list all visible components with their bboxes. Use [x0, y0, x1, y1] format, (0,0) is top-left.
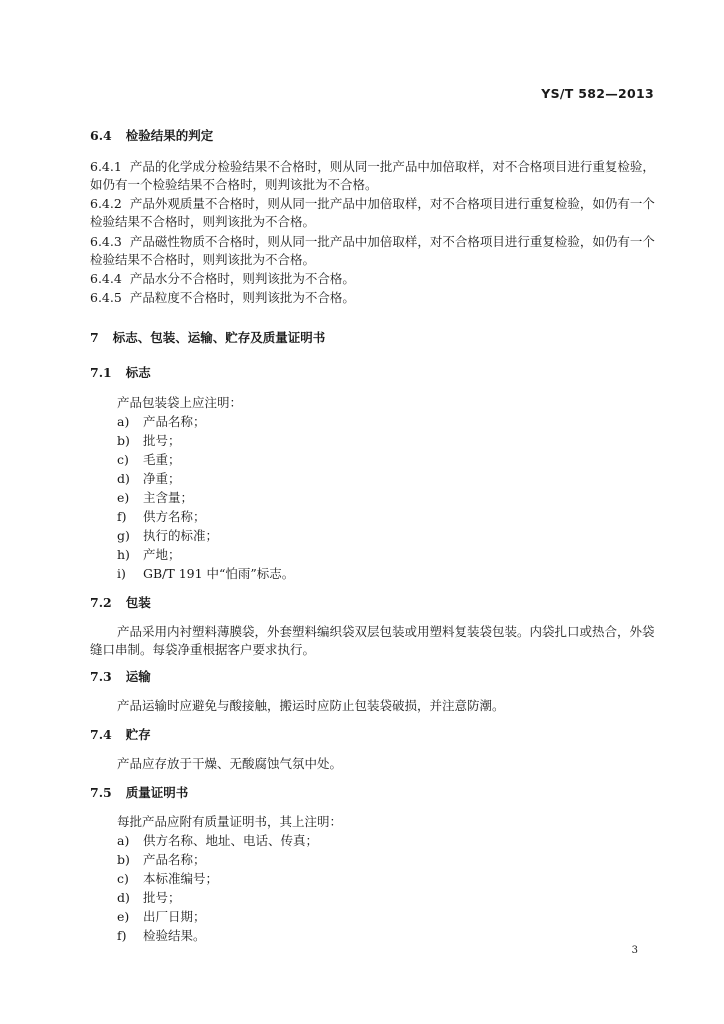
marking-item: h) 产地；	[117, 547, 181, 562]
clause-number: 6.4.4	[90, 271, 122, 286]
section-7-heading	[90, 329, 660, 347]
section-number: 7.5	[90, 785, 112, 800]
clause-number: 6.4.2	[90, 196, 122, 211]
marking-item: i) GB/T 191 中“怕雨”标志。	[117, 566, 295, 581]
section-number: 7	[90, 330, 99, 345]
section-title: 标志	[125, 365, 151, 380]
section-7-2-heading	[90, 594, 660, 612]
certificate-item: e) 出厂日期；	[117, 909, 206, 924]
section-6-4-heading	[90, 127, 660, 145]
section-title: 质量证明书	[125, 785, 189, 800]
marking-item: f) 供方名称；	[117, 509, 206, 524]
clause-6-4-2-line-2: 检验结果不合格时，则判该批为不合格。	[90, 214, 316, 229]
clause-number: 6.4.1	[90, 159, 122, 174]
clause-6-4-4	[90, 270, 660, 288]
clause-text: 产品磁性物质不合格时，则从同一批产品中加倍取样，对不合格项目进行重复检验，如仍有一个	[129, 234, 655, 249]
section-title: 包装	[125, 595, 151, 610]
section-title: 标志、包装、运输、贮存及质量证明书	[112, 330, 326, 345]
section-7-1-heading	[90, 364, 660, 382]
clause-6-4-5	[90, 289, 660, 307]
section-title: 检验结果的判定	[125, 128, 214, 143]
marking-item: e) 主含量；	[117, 490, 194, 505]
section-7-3-heading	[90, 668, 660, 686]
section-number: 7.4	[90, 727, 112, 742]
certificate-item: a) 供方名称、地址、电话、传真；	[117, 833, 319, 848]
section-number: 6.4	[90, 128, 112, 143]
packaging-line-1: 产品采用内衬塑料薄膜袋，外套塑料编织袋双层包装或用塑料复装袋包装。内袋扎口或热合，外袋	[117, 624, 655, 639]
certificate-item: b) 产品名称；	[117, 852, 206, 867]
certificate-item: f) 检验结果。	[117, 928, 206, 943]
marking-item: a) 产品名称；	[117, 414, 206, 429]
page-number: 3	[631, 945, 638, 956]
marking-intro: 产品包装袋上应注明：	[117, 395, 243, 410]
section-number: 7.1	[90, 365, 112, 380]
clause-text: 产品的化学成分检验结果不合格时，则从同一批产品中加倍取样，对不合格项目进行重复检验，	[129, 159, 655, 174]
marking-item: c) 毛重；	[117, 452, 181, 467]
clause-text: 产品粒度不合格时，则判该批为不合格。	[129, 290, 355, 305]
clause-text: 产品外观质量不合格时，则从同一批产品中加倍取样，对不合格项目进行重复检验，如仍有一个	[129, 196, 655, 211]
transport-text: 产品运输时应避免与酸接触，搬运时应防止包装袋破损，并注意防潮。	[117, 698, 505, 713]
section-7-4-heading	[90, 726, 660, 744]
clause-6-4-3-line-2: 检验结果不合格时，则判该批为不合格。	[90, 252, 316, 267]
section-title: 贮存	[125, 727, 151, 742]
section-title: 运输	[125, 669, 151, 684]
certificate-intro: 每批产品应附有质量证明书，其上注明：	[117, 814, 343, 829]
clause-text: 产品水分不合格时，则判该批为不合格。	[129, 271, 355, 286]
packaging-line-2: 缝口串制。每袋净重根据客户要求执行。	[90, 642, 316, 657]
clause-6-4-3-line-1	[90, 233, 660, 251]
marking-item: b) 批号；	[117, 433, 181, 448]
clause-6-4-1-line-2: 如仍有一个检验结果不合格时，则判该批为不合格。	[90, 177, 378, 192]
storage-text: 产品应存放于干燥、无酸腐蚀气氛中处。	[117, 756, 343, 771]
section-number: 7.2	[90, 595, 112, 610]
clause-6-4-1-line-1	[90, 158, 660, 176]
certificate-item: d) 批号；	[117, 890, 181, 905]
section-7-5-heading	[90, 784, 660, 802]
section-number: 7.3	[90, 669, 112, 684]
standard-code: YS/T 582—2013	[541, 86, 654, 101]
clause-number: 6.4.3	[90, 234, 122, 249]
certificate-item: c) 本标准编号；	[117, 871, 219, 886]
clause-6-4-2-line-1	[90, 195, 660, 213]
marking-item: g) 执行的标准；	[117, 528, 219, 543]
marking-item: d) 净重；	[117, 471, 181, 486]
clause-number: 6.4.5	[90, 290, 122, 305]
